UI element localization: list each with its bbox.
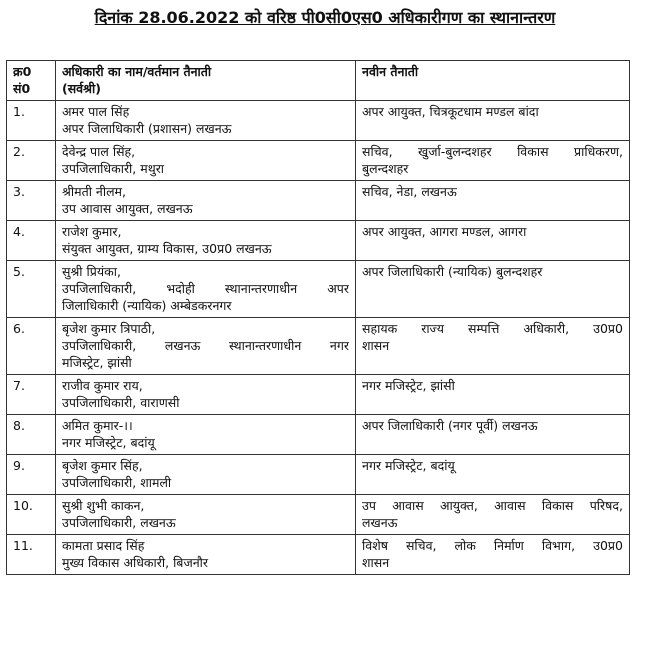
new-posting-cell	[356, 535, 630, 575]
table-row	[7, 415, 630, 455]
new-posting-line: सहायक राज्य सम्पत्ति अधिकारी, उ0प्र0	[362, 321, 623, 336]
officer-cell	[56, 261, 356, 318]
serial-number-cell: 10.	[7, 495, 56, 535]
page-title: दिनांक 28.06.2022 को वरिष्ठ पी0सी0एस0 अधिकारीगण का स्थानान्तरण	[94, 8, 556, 27]
officer-line: मुख्य विकास अधिकारी, बिजनौर	[62, 555, 209, 570]
new-posting-line: शासन	[362, 555, 390, 570]
sn-header-line: क्र0	[13, 64, 32, 79]
officer-line: उपजिलाधिकारी, लखनऊ	[62, 515, 176, 530]
officer-line: नगर मजिस्ट्रेट, बदांयू	[62, 435, 155, 450]
new-posting-line: नगर मजिस्ट्रेट, झांसी	[362, 378, 455, 393]
new-posting-line: विशेष सचिव, लोक निर्माण विभाग, उ0प्र0	[362, 538, 623, 553]
officer-line: उपजिलाधिकारी, शामली	[62, 475, 172, 490]
officer-cell	[56, 535, 356, 575]
new-posting-line: सचिव, नेडा, लखनऊ	[362, 184, 457, 199]
officer-cell	[56, 495, 356, 535]
new-posting-cell	[356, 261, 630, 318]
table-row	[7, 261, 630, 318]
sn-header	[7, 61, 56, 101]
officer-line: जिलाधिकारी (न्यायिक) अम्बेडकरनगर	[62, 298, 232, 313]
serial-number-cell: 8.	[7, 415, 56, 455]
officer-cell	[56, 318, 356, 375]
officer-line: अपर जिलाधिकारी (प्रशासन) लखनऊ	[62, 121, 232, 136]
officer-cell	[56, 141, 356, 181]
new-posting-cell	[356, 181, 630, 221]
officer-line: बृजेश कुमार सिंह,	[62, 458, 143, 473]
serial-number-cell: 2.	[7, 141, 56, 181]
new-posting-line: बुलन्दशहर	[362, 161, 409, 176]
new-posting-cell	[356, 375, 630, 415]
new-posting-line: शासन	[362, 338, 390, 353]
table-row	[7, 101, 630, 141]
new-posting-line: अपर आयुक्त, आगरा मण्डल, आगरा	[362, 224, 527, 239]
new-posting-cell	[356, 221, 630, 261]
officer-line: श्रीमती नीलम,	[62, 184, 126, 199]
table-row	[7, 141, 630, 181]
sn-header-line: सं0	[13, 81, 31, 96]
new-posting-line: नगर मजिस्ट्रेट, बदांयू	[362, 458, 455, 473]
table-row	[7, 375, 630, 415]
table-body	[7, 101, 630, 575]
officer-line: उप आवास आयुक्त, लखनऊ	[62, 201, 193, 216]
serial-number-cell: 3.	[7, 181, 56, 221]
serial-number-cell: 4.	[7, 221, 56, 261]
officer-line: देवेन्द्र पाल सिंह,	[62, 144, 136, 159]
new-posting-cell	[356, 495, 630, 535]
officer-cell	[56, 221, 356, 261]
table-header-row	[7, 61, 630, 101]
new-posting-cell	[356, 141, 630, 181]
officer-line: मजिस्ट्रेट, झांसी	[62, 355, 132, 370]
serial-number-cell: 11.	[7, 535, 56, 575]
officer-line: उपजिलाधिकारी, मथुरा	[62, 161, 165, 176]
officer-header-line: अधिकारी का नाम/वर्तमान तैनाती	[62, 64, 212, 79]
table-row	[7, 455, 630, 495]
officer-line: उपजिलाधिकारी, वाराणसी	[62, 395, 180, 410]
serial-number-cell: 1.	[7, 101, 56, 141]
new-posting-line: लखनऊ	[362, 515, 398, 530]
serial-number-cell: 5.	[7, 261, 56, 318]
new-posting-cell	[356, 415, 630, 455]
officer-cell	[56, 415, 356, 455]
officer-cell	[56, 375, 356, 415]
table-row	[7, 318, 630, 375]
new-posting-cell	[356, 318, 630, 375]
officer-line: राजेश कुमार,	[62, 224, 122, 239]
table-row	[7, 535, 630, 575]
officer-line: अमर पाल सिंह	[62, 104, 130, 119]
serial-number-cell: 7.	[7, 375, 56, 415]
new-posting-line: सचिव, खुर्जा-बुलन्दशहर विकास प्राधिकरण,	[362, 144, 623, 159]
serial-number-cell: 9.	[7, 455, 56, 495]
officer-line: संयुक्त आयुक्त, ग्राम्य विकास, उ0प्र0 लखनऊ	[62, 241, 272, 256]
officer-line: कामता प्रसाद सिंह	[62, 538, 145, 553]
new-posting-line: उप आवास आयुक्त, आवास विकास परिषद,	[362, 498, 623, 513]
officer-header-line: (सर्वश्री)	[62, 81, 101, 96]
table-row	[7, 221, 630, 261]
officer-line: राजीव कुमार राय,	[62, 378, 143, 393]
officer-cell	[56, 181, 356, 221]
new-posting-line: अपर जिलाधिकारी (नगर पूर्वी) लखनऊ	[362, 418, 538, 433]
officer-line: सुश्री शुभी काकन,	[62, 498, 145, 513]
table-row	[7, 495, 630, 535]
serial-number-cell: 6.	[7, 318, 56, 375]
new-posting-header: नवीन तैनाती	[356, 61, 630, 101]
officer-header	[56, 61, 356, 101]
officer-cell	[56, 455, 356, 495]
officer-line: उपजिलाधिकारी, लखनऊ स्थानान्तरणाधीन नगर	[62, 338, 349, 353]
new-posting-line: अपर आयुक्त, चित्रकूटधाम मण्डल बांदा	[362, 104, 539, 119]
new-posting-cell	[356, 455, 630, 495]
new-posting-cell	[356, 101, 630, 141]
officer-line: अमित कुमार-।।	[62, 418, 133, 433]
officer-line: बृजेश कुमार त्रिपाठी,	[62, 321, 156, 336]
new-posting-line: अपर जिलाधिकारी (न्यायिक) बुलन्दशहर	[362, 264, 543, 279]
officer-line: सुश्री प्रियंका,	[62, 264, 121, 279]
officer-line: उपजिलाधिकारी, भदोही स्थानान्तरणाधीन अपर	[62, 281, 349, 296]
transfer-table	[6, 60, 630, 575]
officer-cell	[56, 101, 356, 141]
table-row	[7, 181, 630, 221]
